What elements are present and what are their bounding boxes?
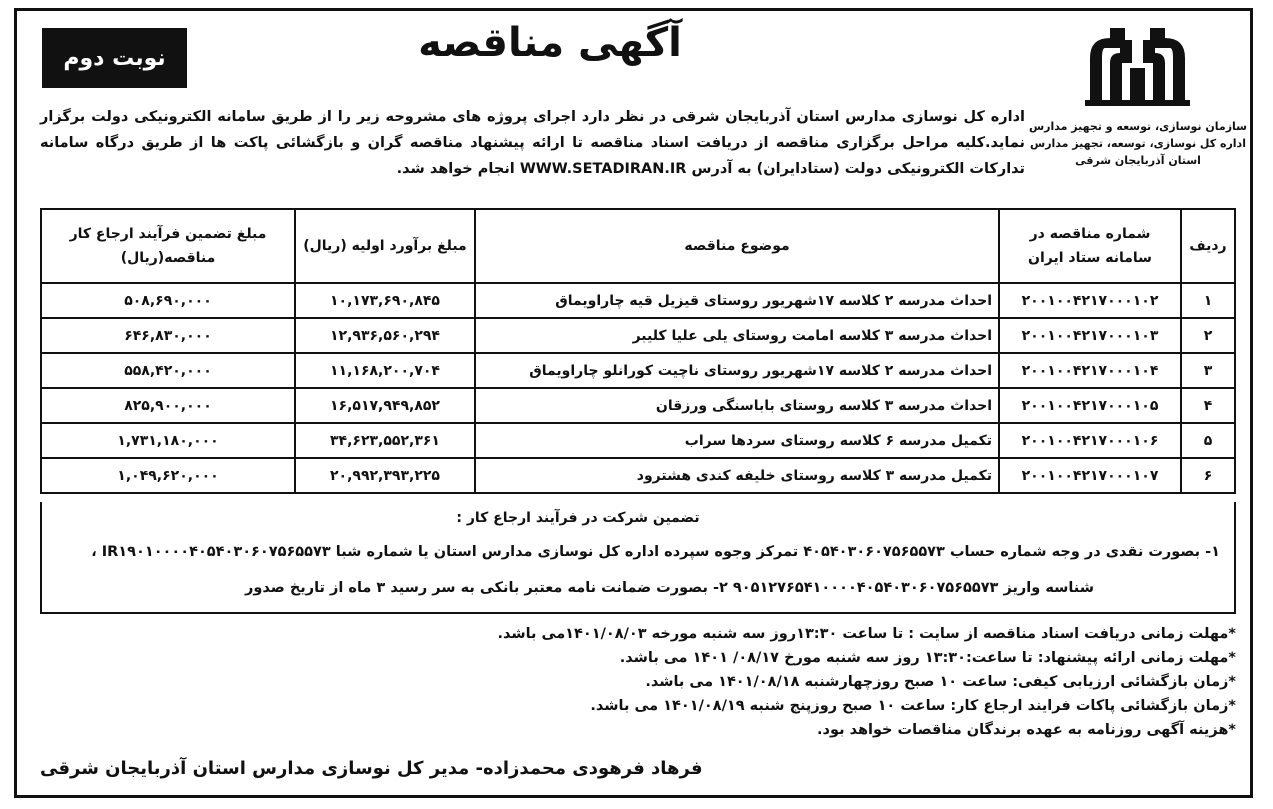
note-item: *زمان بازگشائی ارزیابی کیفی: ساعت ۱۰ صبح روزچهارشنبه ۱۴۰۱/۰۸/۱۸ می باشد. [645, 674, 1236, 690]
row-subject: احداث مدرسه ۳ کلاسه روستای باباسنگی ورزقان [475, 388, 999, 423]
header-guarantee: مبلغ تضمین فرآیند ارجاع کار مناقصه(ریال) [41, 209, 295, 283]
row-estimate: ۱۲,۹۳۶,۵۶۰,۲۹۴ [295, 318, 475, 353]
note-item: *مهلت زمانی ارائه پیشنهاد: تا ساعت:۱۳:۳۰ روز سه شنبه مورخ ۰۸/۱۷/ ۱۴۰۱ می باشد. [619, 650, 1236, 666]
intro-text-end: انجام خواهد شد. [396, 161, 515, 177]
row-number: ۲۰۰۱۰۰۴۲۱۷۰۰۰۱۰۳ [999, 318, 1181, 353]
row-number: ۲۰۰۱۰۰۴۲۱۷۰۰۰۱۰۲ [999, 283, 1181, 318]
row-estimate: ۲۰,۹۹۲,۳۹۳,۲۲۵ [295, 458, 475, 493]
header-estimate: مبلغ برآورد اولیه (ریال) [295, 209, 475, 283]
tender-table [40, 208, 1236, 494]
org-line-3: استان آذربایجان شرقی [1075, 154, 1201, 167]
guarantee-heading-wrap [48, 510, 1228, 526]
header-number: شماره مناقصه در سامانه ستاد ایران [999, 209, 1181, 283]
row-guarantee: ۱,۰۴۹,۶۲۰,۰۰۰ [41, 458, 295, 493]
note-item: *زمان بازگشائی پاکات فرایند ارجاع کار: ساعت ۱۰ صبح روزپنج شنبه ۱۴۰۱/۰۸/۱۹ می باشد. [590, 698, 1236, 714]
setad-url: WWW.SETADIRAN.IR [519, 161, 687, 177]
row-subject: تکمیل مدرسه ۶ کلاسه روستای سردها سراب [475, 423, 999, 458]
deadline-notes [40, 622, 1236, 742]
table-row [41, 353, 1235, 388]
note-item: *مهلت زمانی دریافت اسناد مناقصه از سایت : تا ساعت ۱۳:۳۰روز سه شنبه مورخه ۱۴۰۱/۰۸/۰۳می باشد. [497, 626, 1236, 642]
row-guarantee: ۱,۷۳۱,۱۸۰,۰۰۰ [41, 423, 295, 458]
row-index: ۳ [1181, 353, 1235, 388]
row-number: ۲۰۰۱۰۰۴۲۱۷۰۰۰۱۰۵ [999, 388, 1181, 423]
guarantee-heading: تضمین شرکت در فرآیند ارجاع کار : [456, 510, 700, 526]
row-number: ۲۰۰۱۰۰۴۲۱۷۰۰۰۱۰۷ [999, 458, 1181, 493]
row-estimate: ۱۰,۱۷۳,۶۹۰,۸۴۵ [295, 283, 475, 318]
note-item: *هزینه آگهی روزنامه به عهده برندگان مناقصات خواهد بود. [817, 722, 1236, 738]
table-row [41, 388, 1235, 423]
row-estimate: ۱۶,۵۱۷,۹۴۹,۸۵۲ [295, 388, 475, 423]
intro-paragraph [40, 104, 1025, 182]
signature-line: فرهاد فرهودی محمدزاده- مدیر کل نوسازی مدارس استان آذربایجان شرقی [40, 758, 703, 779]
row-guarantee: ۶۴۶,۸۳۰,۰۰۰ [41, 318, 295, 353]
intro-text: اداره کل نوسازی مدارس استان آذربایجان شرقی در نظر دارد اجرای پروژه های مشروحه زیر را از طریق سامانه الکترونیکی دولت برگزار نماید.کلیه مراحل برگزاری مناقصه از دریافت اسناد مناقصه تا ارائه پیشنهاد مناقصه گران و بازگشائی پاکت ها از طریق درگاه سامانه تدارکات الکترونیکی دولت (ستادایران) به آدرس [40, 109, 1025, 177]
row-guarantee: ۸۲۵,۹۰۰,۰۰۰ [41, 388, 295, 423]
row-subject: احداث مدرسه ۳ کلاسه امامت روستای یلی علیا کلیبر [475, 318, 999, 353]
table-row [41, 283, 1235, 318]
row-guarantee: ۵۰۸,۶۹۰,۰۰۰ [41, 283, 295, 318]
row-index: ۵ [1181, 423, 1235, 458]
row-number: ۲۰۰۱۰۰۴۲۱۷۰۰۰۱۰۶ [999, 423, 1181, 458]
row-estimate: ۳۴,۶۲۳,۵۵۲,۳۶۱ [295, 423, 475, 458]
row-guarantee: ۵۵۸,۴۲۰,۰۰۰ [41, 353, 295, 388]
row-subject: احداث مدرسه ۲ کلاسه ۱۷شهریور روستای قیزیل قیه چاراویماق [475, 283, 999, 318]
guarantee-bank-option: شناسه واریز ۹۰۵۱۲۷۶۵۴۱۰۰۰۰۴۰۵۴۰۳۰۶۰۷۵۶۵۵۷۳ ۲- بصورت ضمانت نامه معتبر بانکی به سر رسید ۳ ماه از تاریخ صدور [245, 580, 1094, 596]
table-row [41, 423, 1235, 458]
row-index: ۴ [1181, 388, 1235, 423]
row-index: ۲ [1181, 318, 1235, 353]
org-line-1: سازمان نوسازی، توسعه و تجهیز مدارس [1029, 120, 1247, 133]
organization-name [1028, 118, 1248, 169]
header-index: ردیف [1181, 209, 1235, 283]
org-line-2: اداره کل نوسازی، توسعه، تجهیز مدارس [1030, 137, 1246, 150]
round-badge: نوبت دوم [42, 28, 187, 88]
row-index: ۶ [1181, 458, 1235, 493]
row-number: ۲۰۰۱۰۰۴۲۱۷۰۰۰۱۰۴ [999, 353, 1181, 388]
row-estimate: ۱۱,۱۶۸,۲۰۰,۷۰۴ [295, 353, 475, 388]
organization-logo-icon [1080, 28, 1195, 108]
table-header-row [41, 209, 1235, 283]
notice-title: آگهی مناقصه [418, 20, 682, 66]
guarantee-box [40, 502, 1236, 614]
row-index: ۱ [1181, 283, 1235, 318]
table-row [41, 458, 1235, 493]
row-subject: تکمیل مدرسه ۳ کلاسه روستای خلیفه کندی هشترود [475, 458, 999, 493]
table-row [41, 318, 1235, 353]
header-subject: موضوع مناقصه [475, 209, 999, 283]
guarantee-cash-option: ۱- بصورت نقدی در وجه شماره حساب ۴۰۵۴۰۳۰۶۰۷۵۶۵۵۷۳ تمرکز وجوه سپرده اداره کل نوسازی مدارس استان یا شماره شبا IR۱۹۰۱۰۰۰۰۴۰۵۴۰۳۰۶۰۷۵۶۵۵۷۳ ، [91, 544, 1220, 560]
row-subject: احداث مدرسه ۲ کلاسه ۱۷شهریور روستای ناچیت کورانلو چاراویماق [475, 353, 999, 388]
